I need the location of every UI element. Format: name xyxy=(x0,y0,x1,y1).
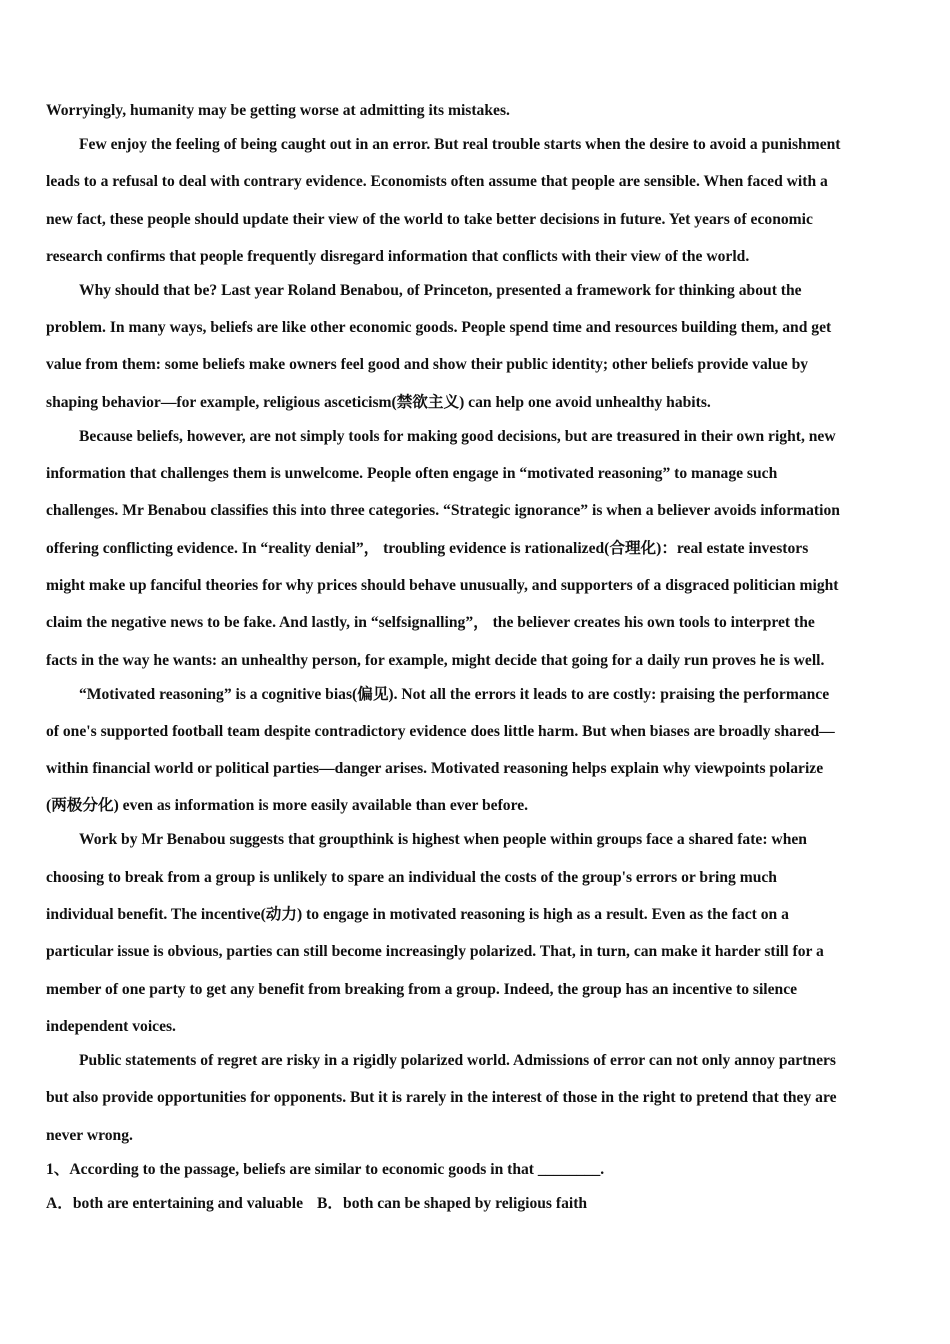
paragraph-line: member of one party to get any benefit from breaking from a group. Indeed, the group has an incentive to silence xyxy=(46,980,798,998)
paragraph-line: independent voices. xyxy=(46,1017,176,1035)
paragraph-line: new fact, these people should update their view of the world to take better decisions in future. Yet years of economic xyxy=(46,210,813,228)
paragraph-line: information that challenges them is unwelcome. People often engage in “motivated reasoning” to manage such xyxy=(46,465,778,483)
paragraph-line: leads to a refusal to deal with contrary evidence. Economists often assume that people are sensible. When faced with a xyxy=(46,173,828,191)
paragraph-6 xyxy=(46,1046,902,1155)
paragraph-line: particular issue is obvious, parties can still become increasingly polarized. That, in turn, can make it harder still for a xyxy=(46,943,824,961)
paragraph-line: shaping behavior—for example, religious asceticism(禁欲主义) can help one avoid unhealthy habits. xyxy=(46,393,711,411)
paragraph-line: but also provide opportunities for opponents. But it is rarely in the interest of those in the right to pretend that they are xyxy=(46,1089,837,1107)
paragraph-line: problem. In many ways, beliefs are like other economic goods. People spend time and resources building them, and get xyxy=(46,319,832,337)
paragraph-line: within financial world or political parties—danger arises. Motivated reasoning helps explain why viewpoints polarize xyxy=(46,760,824,778)
paragraph-line: Work by Mr Benabou suggests that groupthink is highest when people within groups face a shared fate: when xyxy=(79,831,807,849)
paragraph-line: might make up fanciful theories for why prices should behave unusually, and supporters of a disgraced politician might xyxy=(46,576,839,594)
paragraph-line: individual benefit. The incentive(动力) to engage in motivated reasoning is high as a result. Even as the fact on a xyxy=(46,906,789,924)
answer-options xyxy=(46,1189,902,1223)
paragraph-line: choosing to break from a group is unlikely to spare an individual the costs of the group's errors or bring much xyxy=(46,868,777,886)
option-a[interactable]: A．both are entertaining and valuable xyxy=(46,1194,304,1212)
paragraph-line: Public statements of regret are risky in a rigidly polarized world. Admissions of error can not only annoy partners xyxy=(79,1051,836,1069)
paragraph-line: Why should that be? Last year Roland Benabou, of Princeton, presented a framework for thinking about the xyxy=(79,281,802,299)
paragraph-line: challenges. Mr Benabou classifies this into three categories. “Strategic ignorance” is when a believer avoids information xyxy=(46,502,840,520)
paragraph-line: of one's supported football team despite contradictory evidence does little harm. But when biases are broadly shared— xyxy=(46,722,835,740)
paragraph-line: Few enjoy the feeling of being caught out in an error. But real trouble starts when the desire to avoid a punishment xyxy=(79,136,841,153)
paragraph-line: value from them: some beliefs make owners feel good and show their public identity; other beliefs provide value by xyxy=(46,356,809,374)
paragraph-4 xyxy=(46,680,902,826)
passage-page xyxy=(46,96,902,1223)
paragraph-1 xyxy=(46,130,902,276)
paragraph-line: (两极分化) even as information is more easily available than ever before. xyxy=(46,797,529,815)
paragraph-line: claim the negative news to be fake. And lastly, in “selfsignalling”， the believer creates his own tools to interpret the xyxy=(46,614,815,632)
paragraph-3 xyxy=(46,422,902,680)
passage-title: Worryingly, humanity may be getting worse at admitting its mistakes. xyxy=(46,102,510,119)
question-1: 1、According to the passage, beliefs are similar to economic goods in that ________. xyxy=(46,1160,605,1178)
option-b[interactable]: B．both can be shaped by religious faith xyxy=(317,1194,588,1212)
paragraph-line: never wrong. xyxy=(46,1126,133,1144)
paragraph-line: Because beliefs, however, are not simply tools for making good decisions, but are treasured in their own right, new xyxy=(79,427,836,445)
paragraph-line: “Motivated reasoning” is a cognitive bias(偏见). Not all the errors it leads to are costly: praising the performance xyxy=(79,685,830,703)
paragraph-line: offering conflicting evidence. In “reality denial”， troubling evidence is rationalized(合理化)：real estate investors xyxy=(46,539,809,557)
paragraph-5 xyxy=(46,825,902,1045)
paragraph-line: research confirms that people frequently disregard information that conflicts with their view of the world. xyxy=(46,247,750,265)
paragraph-line: facts in the way he wants: an unhealthy person, for example, might decide that going for a daily run proves he is well. xyxy=(46,651,825,669)
paragraph-2 xyxy=(46,276,902,422)
